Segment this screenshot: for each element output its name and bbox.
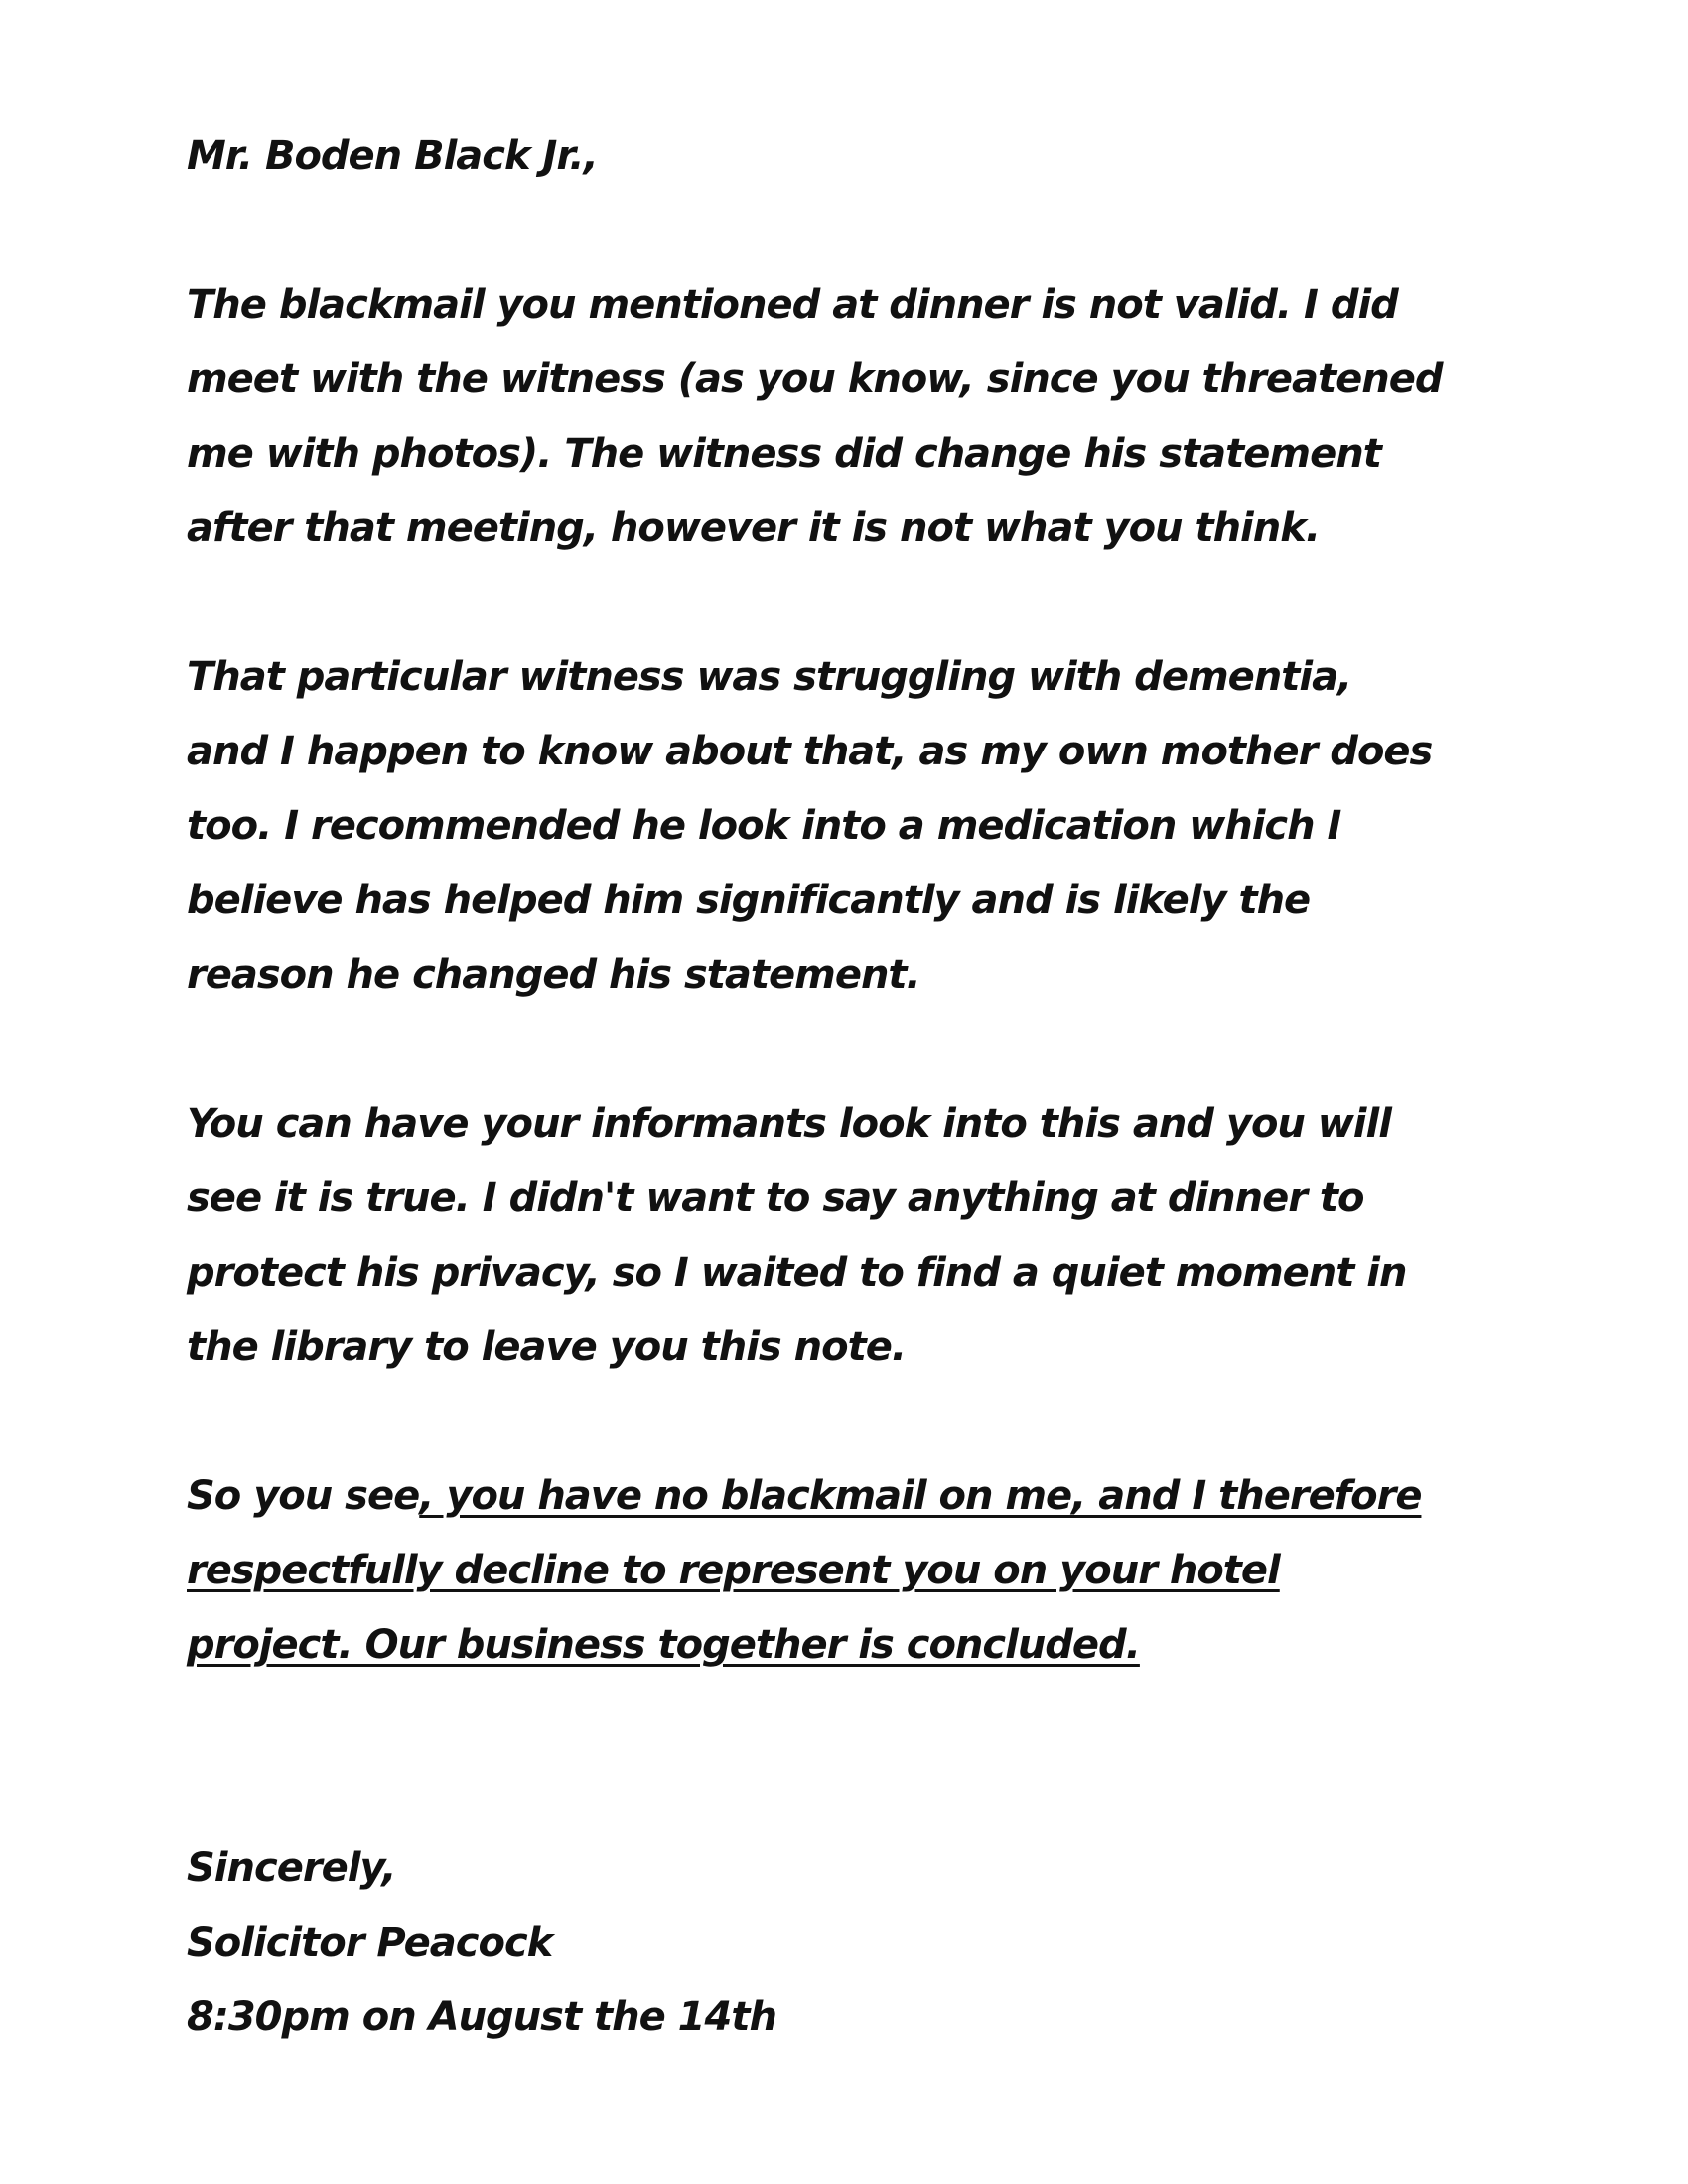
paragraph-line: too. I recommended he look into a medication which I xyxy=(187,803,1341,849)
signature-gap xyxy=(187,1683,1517,1832)
conclusion-plain-text: So you see xyxy=(187,1473,420,1519)
paragraph-line: the library to leave you this note. xyxy=(187,1324,907,1370)
paragraph-line: You can have your informants look into this and you will xyxy=(187,1101,1391,1147)
conclusion-underlined-text: , you have no blackmail on me, and I therefore xyxy=(419,1473,1422,1519)
paragraph-gap xyxy=(187,1385,1517,1459)
paragraph-line: The blackmail you mentioned at dinner is not valid. I did xyxy=(187,282,1398,328)
salutation: Mr. Boden Black Jr., xyxy=(187,133,598,179)
paragraph-dementia xyxy=(187,640,1517,1013)
paragraph-line xyxy=(187,1459,1517,1534)
paragraph-blackmail-invalid xyxy=(187,268,1517,566)
paragraph-conclusion xyxy=(187,1459,1517,1683)
paragraph-line: me with photos). The witness did change his statement xyxy=(187,431,1381,477)
paragraph-line xyxy=(187,1534,1517,1608)
paragraph-line: after that meeting, however it is not what you think. xyxy=(187,505,1321,551)
paragraph-gap xyxy=(187,566,1517,640)
paragraph-line: reason he changed his statement. xyxy=(187,952,920,998)
signature-block xyxy=(187,1832,1517,2055)
closing: Sincerely, xyxy=(187,1845,396,1891)
conclusion-underlined-text: project. Our business together is concluded. xyxy=(187,1622,1140,1668)
conclusion-underlined-text: respectfully decline to represent you on your hotel xyxy=(187,1548,1280,1593)
paragraph-line xyxy=(187,1608,1517,1683)
paragraph-line: That particular witness was struggling with dementia, xyxy=(187,654,1352,700)
paragraph-gap xyxy=(187,194,1517,268)
paragraph-gap xyxy=(187,1013,1517,1087)
paragraph-line: and I happen to know about that, as my own mother does xyxy=(187,729,1433,774)
letter-body xyxy=(187,119,1517,2055)
paragraph-informants xyxy=(187,1087,1517,1385)
signature-name: Solicitor Peacock xyxy=(187,1920,553,1966)
paragraph-line: meet with the witness (as you know, since you threatened xyxy=(187,356,1443,402)
signature-time: 8:30pm on August the 14th xyxy=(187,1994,776,2040)
paragraph-line: protect his privacy, so I waited to find a quiet moment in xyxy=(187,1250,1407,1296)
paragraph-line: believe has helped him significantly and is likely the xyxy=(187,878,1311,923)
paragraph-line: see it is true. I didn't want to say anything at dinner to xyxy=(187,1175,1364,1221)
